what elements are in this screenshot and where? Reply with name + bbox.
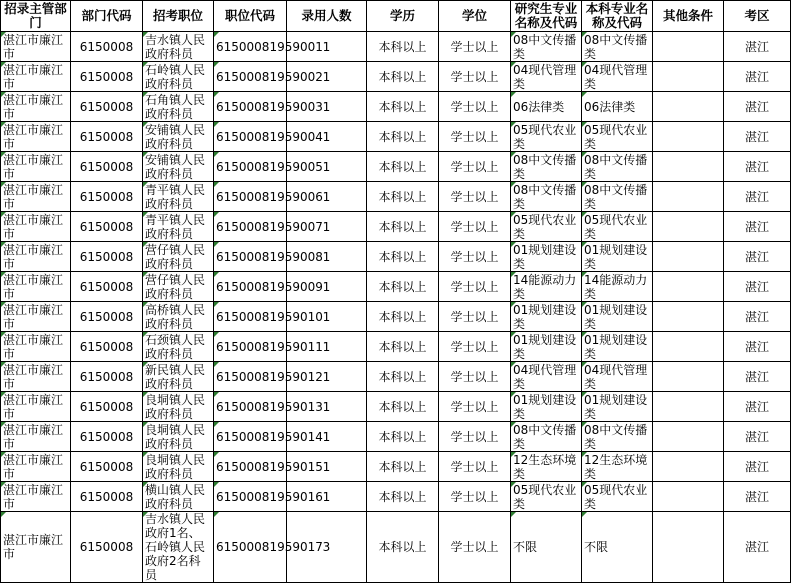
cell-exam-area: 湛江 bbox=[724, 392, 791, 422]
cell-dept-code: 6150008 bbox=[71, 242, 143, 272]
table-row bbox=[1, 422, 791, 452]
cell-degree: 学士以上 bbox=[439, 362, 511, 392]
cell-undergrad-major: 05现代农业类 bbox=[582, 122, 653, 152]
cell-dept-code: 6150008 bbox=[71, 152, 143, 182]
cell-exam-area: 湛江 bbox=[724, 92, 791, 122]
cell-undergrad-major: 01规划建设类 bbox=[582, 392, 653, 422]
cell-position: 吉水镇人民政府1名、石岭镇人民政府2名科员 bbox=[143, 512, 214, 583]
cell-undergrad-major: 04现代管理类 bbox=[582, 362, 653, 392]
cell-degree: 学士以上 bbox=[439, 302, 511, 332]
cell-department: 湛江市廉江市 bbox=[1, 152, 71, 182]
cell-education: 本科以上 bbox=[367, 482, 439, 512]
cell-position-code: 61500081959008 bbox=[214, 242, 287, 272]
cell-exam-area: 湛江 bbox=[724, 422, 791, 452]
cell-position: 营仔镇人民政府科员 bbox=[143, 272, 214, 302]
cell-degree: 学士以上 bbox=[439, 392, 511, 422]
cell-position-code: 61500081959010 bbox=[214, 302, 287, 332]
cell-education: 本科以上 bbox=[367, 152, 439, 182]
cell-hire-count: 1 bbox=[287, 32, 367, 62]
cell-other-conditions bbox=[653, 452, 724, 482]
cell-degree: 学士以上 bbox=[439, 212, 511, 242]
cell-dept-code: 6150008 bbox=[71, 272, 143, 302]
cell-department: 湛江市廉江市 bbox=[1, 362, 71, 392]
cell-dept-code: 6150008 bbox=[71, 92, 143, 122]
cell-graduate-major: 08中文传播类 bbox=[511, 182, 582, 212]
cell-position-code: 61500081959016 bbox=[214, 482, 287, 512]
cell-position-code: 61500081959007 bbox=[214, 212, 287, 242]
cell-undergrad-major: 08中文传播类 bbox=[582, 422, 653, 452]
cell-position: 横山镇人民政府科员 bbox=[143, 482, 214, 512]
cell-dept-code: 6150008 bbox=[71, 122, 143, 152]
cell-other-conditions bbox=[653, 212, 724, 242]
cell-position-code: 61500081959009 bbox=[214, 272, 287, 302]
cell-degree: 学士以上 bbox=[439, 62, 511, 92]
cell-hire-count: 1 bbox=[287, 182, 367, 212]
cell-department: 湛江市廉江市 bbox=[1, 272, 71, 302]
cell-dept-code: 6150008 bbox=[71, 422, 143, 452]
cell-department: 湛江市廉江市 bbox=[1, 32, 71, 62]
table-row bbox=[1, 212, 791, 242]
cell-dept-code: 6150008 bbox=[71, 32, 143, 62]
cell-undergrad-major: 05现代农业类 bbox=[582, 212, 653, 242]
cell-dept-code: 6150008 bbox=[71, 512, 143, 583]
cell-education: 本科以上 bbox=[367, 452, 439, 482]
cell-dept-code: 6150008 bbox=[71, 482, 143, 512]
cell-graduate-major: 01规划建设类 bbox=[511, 392, 582, 422]
cell-degree: 学士以上 bbox=[439, 512, 511, 583]
cell-undergrad-major: 01规划建设类 bbox=[582, 332, 653, 362]
cell-exam-area: 湛江 bbox=[724, 62, 791, 92]
cell-graduate-major: 08中文传播类 bbox=[511, 422, 582, 452]
cell-other-conditions bbox=[653, 482, 724, 512]
cell-exam-area: 湛江 bbox=[724, 32, 791, 62]
cell-position: 营仔镇人民政府科员 bbox=[143, 242, 214, 272]
cell-graduate-major: 05现代农业类 bbox=[511, 212, 582, 242]
cell-undergrad-major: 01规划建设类 bbox=[582, 302, 653, 332]
cell-undergrad-major: 08中文传播类 bbox=[582, 182, 653, 212]
cell-position-code: 61500081959001 bbox=[214, 32, 287, 62]
cell-exam-area: 湛江 bbox=[724, 302, 791, 332]
cell-position: 石角镇人民政府科员 bbox=[143, 92, 214, 122]
header-exam-area: 考区 bbox=[724, 1, 791, 32]
cell-other-conditions bbox=[653, 122, 724, 152]
cell-exam-area: 湛江 bbox=[724, 272, 791, 302]
cell-undergrad-major: 08中文传播类 bbox=[582, 32, 653, 62]
cell-hire-count: 1 bbox=[287, 332, 367, 362]
cell-position-code: 61500081959012 bbox=[214, 362, 287, 392]
cell-undergrad-major: 08中文传播类 bbox=[582, 152, 653, 182]
cell-other-conditions bbox=[653, 422, 724, 452]
cell-education: 本科以上 bbox=[367, 302, 439, 332]
cell-other-conditions bbox=[653, 302, 724, 332]
cell-hire-count: 1 bbox=[287, 272, 367, 302]
cell-dept-code: 6150008 bbox=[71, 212, 143, 242]
table-row bbox=[1, 362, 791, 392]
cell-graduate-major: 04现代管理类 bbox=[511, 62, 582, 92]
table-row bbox=[1, 182, 791, 212]
cell-position: 石岭镇人民政府科员 bbox=[143, 62, 214, 92]
table-row bbox=[1, 92, 791, 122]
header-department: 招录主管部门 bbox=[1, 1, 71, 32]
cell-education: 本科以上 bbox=[367, 122, 439, 152]
table-row bbox=[1, 122, 791, 152]
cell-other-conditions bbox=[653, 152, 724, 182]
cell-department: 湛江市廉江市 bbox=[1, 422, 71, 452]
cell-dept-code: 6150008 bbox=[71, 182, 143, 212]
table-row bbox=[1, 392, 791, 422]
cell-education: 本科以上 bbox=[367, 212, 439, 242]
cell-undergrad-major: 06法律类 bbox=[582, 92, 653, 122]
table-row bbox=[1, 512, 791, 583]
table-row bbox=[1, 302, 791, 332]
header-undergrad-major: 本科专业名称及代码 bbox=[582, 1, 653, 32]
cell-hire-count: 1 bbox=[287, 362, 367, 392]
cell-hire-count: 1 bbox=[287, 152, 367, 182]
cell-hire-count: 1 bbox=[287, 92, 367, 122]
cell-department: 湛江市廉江市 bbox=[1, 242, 71, 272]
header-row bbox=[1, 1, 791, 32]
header-dept-code: 部门代码 bbox=[71, 1, 143, 32]
cell-graduate-major: 14能源动力类 bbox=[511, 272, 582, 302]
cell-graduate-major: 04现代管理类 bbox=[511, 362, 582, 392]
cell-position-code: 61500081959004 bbox=[214, 122, 287, 152]
cell-position-code: 61500081959002 bbox=[214, 62, 287, 92]
cell-department: 湛江市廉江市 bbox=[1, 392, 71, 422]
cell-education: 本科以上 bbox=[367, 392, 439, 422]
cell-exam-area: 湛江 bbox=[724, 152, 791, 182]
cell-position: 石颈镇人民政府科员 bbox=[143, 332, 214, 362]
cell-graduate-major: 01规划建设类 bbox=[511, 302, 582, 332]
table-row bbox=[1, 482, 791, 512]
cell-other-conditions bbox=[653, 392, 724, 422]
cell-education: 本科以上 bbox=[367, 32, 439, 62]
cell-position: 安铺镇人民政府科员 bbox=[143, 122, 214, 152]
cell-exam-area: 湛江 bbox=[724, 452, 791, 482]
table-row bbox=[1, 242, 791, 272]
cell-degree: 学士以上 bbox=[439, 272, 511, 302]
cell-hire-count: 1 bbox=[287, 122, 367, 152]
cell-exam-area: 湛江 bbox=[724, 332, 791, 362]
cell-other-conditions bbox=[653, 62, 724, 92]
cell-department: 湛江市廉江市 bbox=[1, 182, 71, 212]
cell-undergrad-major: 04现代管理类 bbox=[582, 62, 653, 92]
cell-hire-count: 1 bbox=[287, 212, 367, 242]
cell-exam-area: 湛江 bbox=[724, 482, 791, 512]
cell-department: 湛江市廉江市 bbox=[1, 332, 71, 362]
table-row bbox=[1, 332, 791, 362]
cell-undergrad-major: 12生态环境类 bbox=[582, 452, 653, 482]
cell-graduate-major: 08中文传播类 bbox=[511, 152, 582, 182]
cell-degree: 学士以上 bbox=[439, 122, 511, 152]
cell-department: 湛江市廉江市 bbox=[1, 122, 71, 152]
header-degree: 学位 bbox=[439, 1, 511, 32]
cell-department: 湛江市廉江市 bbox=[1, 482, 71, 512]
cell-degree: 学士以上 bbox=[439, 182, 511, 212]
cell-exam-area: 湛江 bbox=[724, 212, 791, 242]
table-row bbox=[1, 62, 791, 92]
cell-position-code: 61500081959014 bbox=[214, 422, 287, 452]
cell-hire-count: 1 bbox=[287, 392, 367, 422]
cell-position: 新民镇人民政府科员 bbox=[143, 362, 214, 392]
cell-hire-count: 1 bbox=[287, 302, 367, 332]
cell-hire-count: 1 bbox=[287, 422, 367, 452]
cell-dept-code: 6150008 bbox=[71, 392, 143, 422]
cell-department: 湛江市廉江市 bbox=[1, 62, 71, 92]
cell-position-code: 61500081959017 bbox=[214, 512, 287, 583]
cell-exam-area: 湛江 bbox=[724, 362, 791, 392]
cell-education: 本科以上 bbox=[367, 272, 439, 302]
cell-undergrad-major: 14能源动力类 bbox=[582, 272, 653, 302]
cell-department: 湛江市廉江市 bbox=[1, 302, 71, 332]
cell-dept-code: 6150008 bbox=[71, 362, 143, 392]
cell-undergrad-major: 不限 bbox=[582, 512, 653, 583]
cell-position: 良垌镇人民政府科员 bbox=[143, 452, 214, 482]
cell-undergrad-major: 05现代农业类 bbox=[582, 482, 653, 512]
cell-education: 本科以上 bbox=[367, 512, 439, 583]
cell-hire-count: 1 bbox=[287, 242, 367, 272]
cell-exam-area: 湛江 bbox=[724, 182, 791, 212]
table-row bbox=[1, 152, 791, 182]
cell-undergrad-major: 01规划建设类 bbox=[582, 242, 653, 272]
cell-other-conditions bbox=[653, 92, 724, 122]
cell-position-code: 61500081959006 bbox=[214, 182, 287, 212]
cell-degree: 学士以上 bbox=[439, 152, 511, 182]
cell-other-conditions bbox=[653, 362, 724, 392]
cell-other-conditions bbox=[653, 242, 724, 272]
cell-graduate-major: 08中文传播类 bbox=[511, 32, 582, 62]
cell-position: 青平镇人民政府科员 bbox=[143, 182, 214, 212]
cell-hire-count: 1 bbox=[287, 62, 367, 92]
cell-graduate-major: 06法律类 bbox=[511, 92, 582, 122]
cell-position-code: 61500081959003 bbox=[214, 92, 287, 122]
cell-dept-code: 6150008 bbox=[71, 62, 143, 92]
cell-dept-code: 6150008 bbox=[71, 302, 143, 332]
header-education: 学历 bbox=[367, 1, 439, 32]
cell-education: 本科以上 bbox=[367, 92, 439, 122]
cell-department: 湛江市廉江市 bbox=[1, 92, 71, 122]
table-row bbox=[1, 272, 791, 302]
cell-degree: 学士以上 bbox=[439, 452, 511, 482]
cell-graduate-major: 05现代农业类 bbox=[511, 122, 582, 152]
cell-education: 本科以上 bbox=[367, 332, 439, 362]
cell-graduate-major: 05现代农业类 bbox=[511, 482, 582, 512]
cell-hire-count: 1 bbox=[287, 482, 367, 512]
cell-position: 安铺镇人民政府科员 bbox=[143, 152, 214, 182]
cell-other-conditions bbox=[653, 272, 724, 302]
cell-department: 湛江市廉江市 bbox=[1, 512, 71, 583]
header-position-code: 职位代码 bbox=[214, 1, 287, 32]
header-position: 招考职位 bbox=[143, 1, 214, 32]
header-other-conditions: 其他条件 bbox=[653, 1, 724, 32]
cell-exam-area: 湛江 bbox=[724, 242, 791, 272]
cell-degree: 学士以上 bbox=[439, 332, 511, 362]
cell-graduate-major: 不限 bbox=[511, 512, 582, 583]
cell-position-code: 61500081959015 bbox=[214, 452, 287, 482]
cell-hire-count: 1 bbox=[287, 452, 367, 482]
cell-education: 本科以上 bbox=[367, 242, 439, 272]
cell-degree: 学士以上 bbox=[439, 422, 511, 452]
cell-education: 本科以上 bbox=[367, 362, 439, 392]
cell-graduate-major: 01规划建设类 bbox=[511, 242, 582, 272]
cell-degree: 学士以上 bbox=[439, 32, 511, 62]
cell-exam-area: 湛江 bbox=[724, 512, 791, 583]
cell-degree: 学士以上 bbox=[439, 92, 511, 122]
cell-position: 吉水镇人民政府科员 bbox=[143, 32, 214, 62]
cell-dept-code: 6150008 bbox=[71, 452, 143, 482]
cell-position: 高桥镇人民政府科员 bbox=[143, 302, 214, 332]
table-row bbox=[1, 32, 791, 62]
cell-hire-count: 3 bbox=[287, 512, 367, 583]
cell-education: 本科以上 bbox=[367, 422, 439, 452]
cell-graduate-major: 01规划建设类 bbox=[511, 332, 582, 362]
cell-dept-code: 6150008 bbox=[71, 332, 143, 362]
cell-degree: 学士以上 bbox=[439, 482, 511, 512]
cell-position-code: 61500081959011 bbox=[214, 332, 287, 362]
table-row bbox=[1, 452, 791, 482]
cell-position: 良垌镇人民政府科员 bbox=[143, 392, 214, 422]
header-hire-count: 录用人数 bbox=[287, 1, 367, 32]
cell-position: 良垌镇人民政府科员 bbox=[143, 422, 214, 452]
cell-degree: 学士以上 bbox=[439, 242, 511, 272]
cell-other-conditions bbox=[653, 512, 724, 583]
cell-position-code: 61500081959013 bbox=[214, 392, 287, 422]
cell-other-conditions bbox=[653, 332, 724, 362]
cell-other-conditions bbox=[653, 32, 724, 62]
cell-department: 湛江市廉江市 bbox=[1, 452, 71, 482]
cell-graduate-major: 12生态环境类 bbox=[511, 452, 582, 482]
cell-education: 本科以上 bbox=[367, 62, 439, 92]
cell-position: 青平镇人民政府科员 bbox=[143, 212, 214, 242]
cell-position-code: 61500081959005 bbox=[214, 152, 287, 182]
cell-exam-area: 湛江 bbox=[724, 122, 791, 152]
cell-other-conditions bbox=[653, 182, 724, 212]
header-graduate-major: 研究生专业名称及代码 bbox=[511, 1, 582, 32]
cell-education: 本科以上 bbox=[367, 182, 439, 212]
cell-department: 湛江市廉江市 bbox=[1, 212, 71, 242]
